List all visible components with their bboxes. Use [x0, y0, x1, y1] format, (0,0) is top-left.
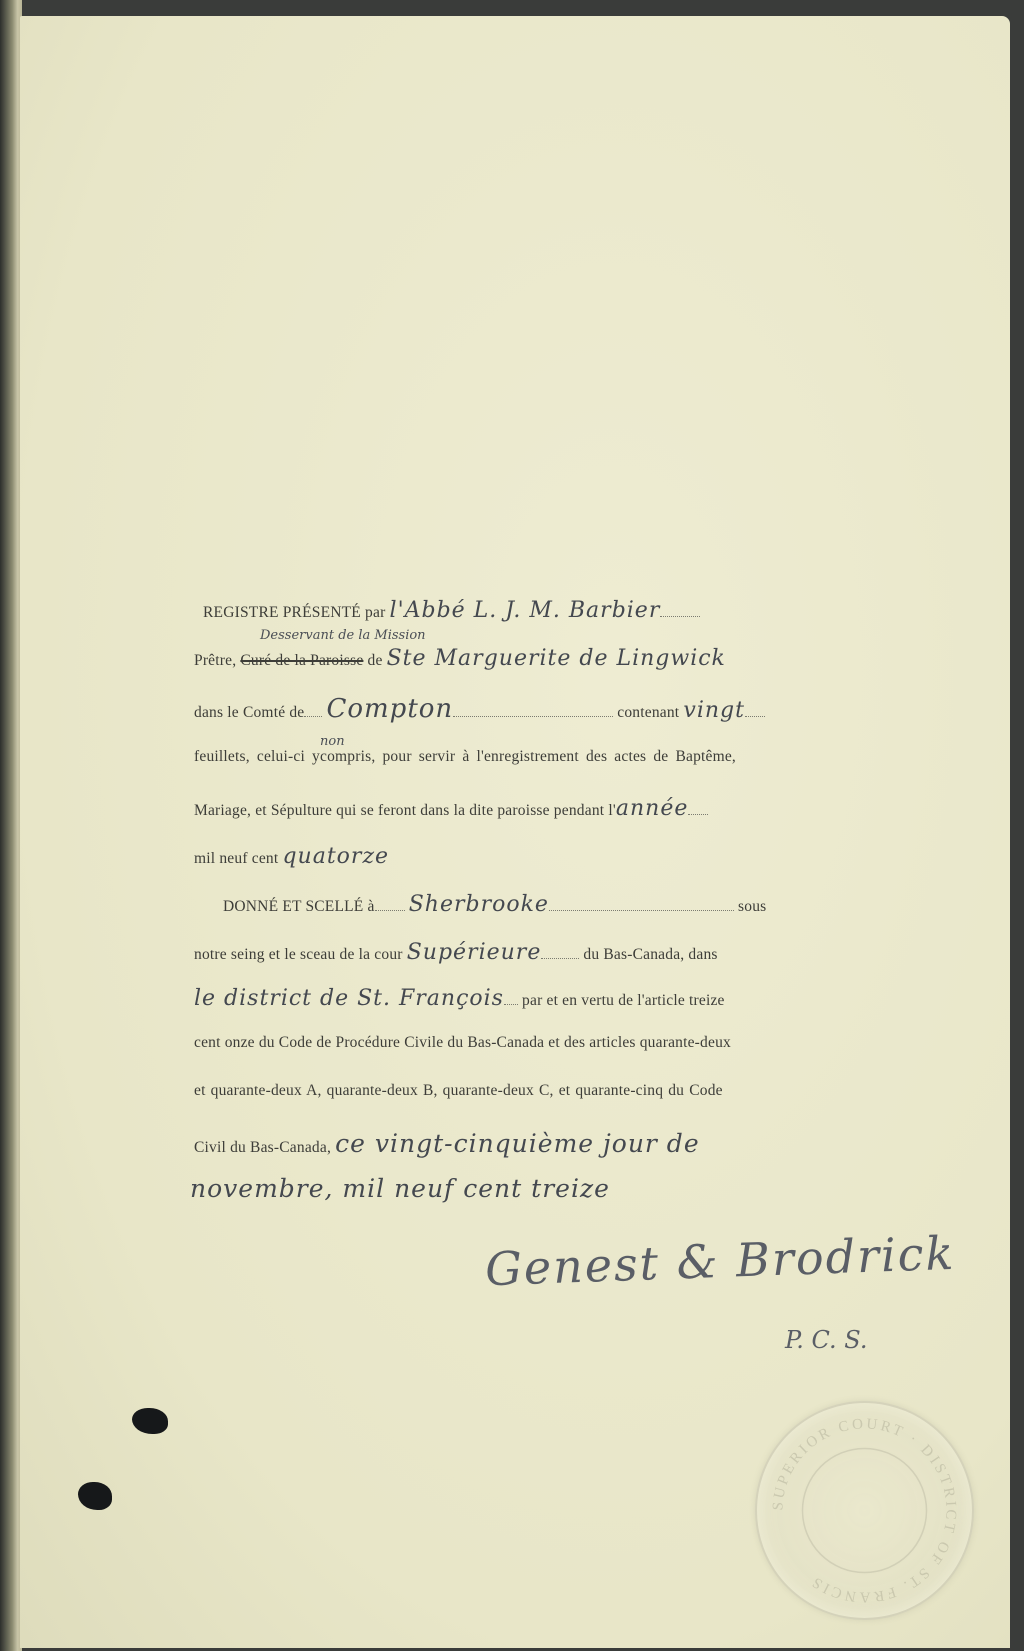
sous-label: sous — [738, 898, 767, 915]
struck-cure: Curé de la Paroisse — [240, 652, 364, 669]
feuillets-text-a: feuillets, celui-ci y — [194, 748, 320, 765]
hw-desservant: Desservant de la Mission — [260, 628, 426, 643]
contenant-label: contenant — [617, 704, 680, 721]
dotted-fill — [549, 909, 734, 911]
signature: Genest & Brodrick — [484, 1225, 957, 1297]
seing-text: notre seing et le sceau de la cour — [194, 946, 403, 963]
article-text: par et en vertu de l'article treize — [522, 992, 725, 1009]
dotted-fill — [745, 715, 765, 717]
comte-label: dans le Comté de — [194, 704, 305, 721]
line-donne — [223, 892, 766, 926]
line-novembre — [190, 1174, 610, 1208]
seal-ring — [757, 1403, 972, 1618]
book-spine — [0, 0, 22, 1651]
dotted-fill — [504, 1003, 518, 1005]
mil-text: mil neuf cent — [194, 850, 279, 867]
line-seing — [194, 940, 718, 974]
quarante-text: et quarante-deux A, quarante-deux B, quarante-deux C, et quarante-cinq du Code — [194, 1082, 723, 1099]
dotted-fill — [660, 615, 700, 617]
code-text: cent onze du Code de Procédure Civile du Bas-Canada et des articles quarante-deux — [194, 1034, 731, 1051]
dotted-fill — [375, 909, 405, 911]
hw-annee: année — [615, 796, 689, 821]
line-civil — [194, 1129, 700, 1163]
ink-blot — [132, 1408, 168, 1434]
hw-date-a: ce vingt-cinquième jour de — [335, 1129, 700, 1158]
dotted-fill — [453, 715, 613, 717]
dotted-fill — [304, 715, 322, 717]
ink-blot — [78, 1482, 112, 1510]
line-comte — [194, 694, 765, 728]
de-label: de — [367, 652, 383, 669]
line-mariage — [194, 796, 708, 830]
line-mil — [194, 844, 389, 878]
seal-text: SUPERIOR COURT · DISTRICT OF ST. FRANCIS — [770, 1416, 959, 1605]
donne-label: DONNÉ ET SCELLÉ à — [223, 898, 375, 915]
hw-non: non — [320, 734, 345, 749]
line-pretre — [194, 646, 726, 680]
line-district — [194, 986, 725, 1020]
hw-district: le district de St. François — [194, 986, 504, 1011]
hw-presenter: l'Abbé L. J. M. Barbier — [389, 598, 661, 623]
register-page — [20, 16, 1010, 1648]
hw-place: Sherbrooke — [408, 892, 549, 917]
dotted-fill — [688, 813, 708, 815]
hw-year: quatorze — [282, 844, 390, 869]
feuillets-text-b: compris, pour servir à l'enregistrement des actes de Baptême, — [319, 748, 737, 765]
registre-label: REGISTRE PRÉSENTÉ par — [203, 604, 386, 621]
line-quarante — [194, 1082, 723, 1116]
hw-date-b: novembre, mil neuf cent treize — [190, 1174, 610, 1203]
pretre-label: Prêtre, — [194, 652, 237, 669]
line-feuillets — [194, 748, 736, 782]
hw-county: Compton — [326, 694, 454, 724]
dotted-fill — [541, 957, 579, 959]
line-registre — [203, 598, 700, 632]
hw-court: Supérieure — [406, 940, 542, 965]
hw-parish: Ste Marguerite de Lingwick — [386, 646, 726, 671]
hw-count: vingt — [683, 698, 745, 723]
signature-title: P. C. S. — [785, 1326, 868, 1354]
bas-canada-text: du Bas-Canada, dans — [583, 946, 718, 963]
mariage-text: Mariage, et Sépulture qui se feront dans la dite paroisse pendant l' — [194, 802, 616, 819]
embossed-seal — [755, 1401, 974, 1620]
line-code — [194, 1034, 731, 1068]
civil-text: Civil du Bas-Canada, — [194, 1139, 332, 1156]
svg-text:SUPERIOR COURT · DISTRICT OF S — [770, 1416, 958, 1604]
